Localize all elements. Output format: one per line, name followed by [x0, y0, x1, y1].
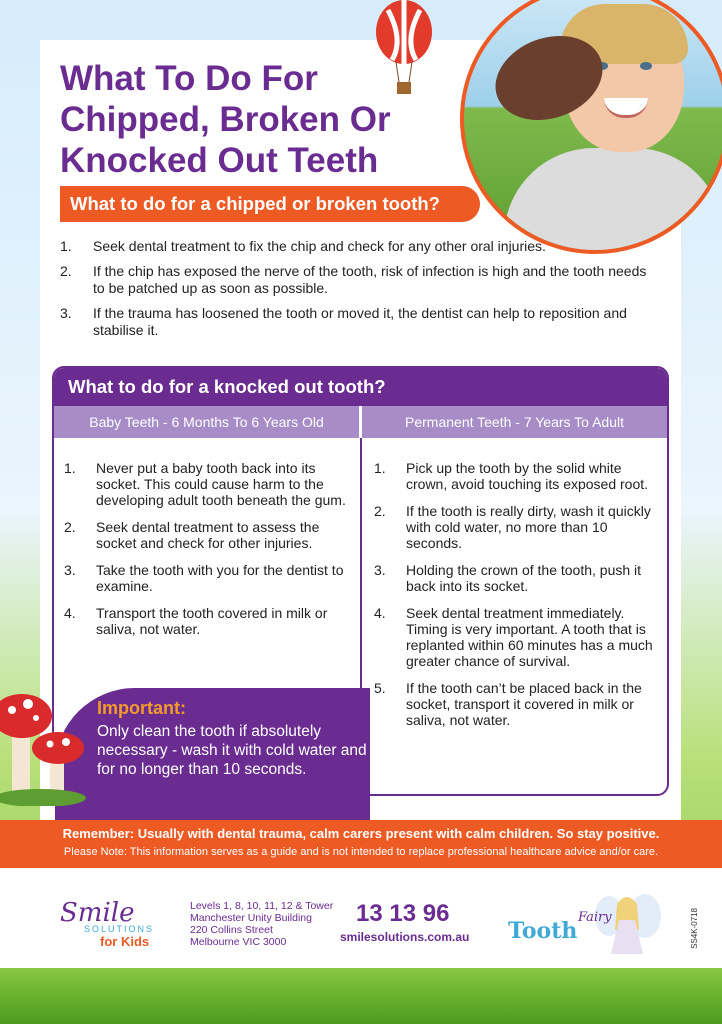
list-number: 4.	[374, 605, 386, 621]
column-headers	[54, 406, 667, 438]
list-text: Never put a baby tooth back into its socket. This could cause harm to the developing adult tooth beneath the gum.	[96, 460, 346, 508]
list-item	[60, 238, 660, 255]
list-number: 1.	[60, 238, 72, 254]
permanent-teeth-list	[374, 460, 659, 739]
tooth-fairy-fairy-text: Fairy	[578, 910, 612, 925]
list-number: 3.	[374, 562, 386, 578]
list-number: 1.	[374, 460, 386, 476]
address-line: 220 Collins Street	[190, 924, 273, 936]
chipped-tooth-list	[60, 238, 660, 347]
page-title: What To Do For Chipped, Broken Or Knocked Out Teeth	[60, 59, 391, 180]
list-item	[374, 605, 659, 669]
list-number: 2.	[60, 263, 72, 279]
remember-text: Remember: Usually with dental trauma, calm carers present with calm children. So stay positive.	[62, 826, 660, 841]
disclaimer-note: Please Note: This information serves as a guide and is not intended to replace professional healthcare advice and/or care.	[63, 846, 659, 858]
list-item	[374, 680, 659, 728]
baby-teeth-list	[64, 460, 349, 648]
list-number: 4.	[64, 605, 76, 621]
list-item	[64, 562, 349, 594]
important-text: Only clean the tooth if absolutely necessary - wash it with cold water and for no longer than 10 seconds.	[97, 723, 367, 778]
list-text: Seek dental treatment to fix the chip and check for any other oral injuries.	[93, 238, 546, 254]
footer	[0, 868, 722, 968]
list-text: If the trauma has loosened the tooth or moved it, the dentist can help to reposition and stabilise it.	[93, 305, 627, 338]
address-line: Melbourne VIC 3000	[190, 936, 287, 948]
permanent-teeth-heading: Permanent Teeth - 7 Years To Adult	[359, 406, 667, 438]
logo-solutions-text: SOLUTIONS	[84, 924, 155, 934]
list-text: Holding the crown of the tooth, push it back into its socket.	[406, 562, 642, 594]
smile-solutions-logo: Smile	[60, 898, 135, 928]
photo-eye-right	[640, 62, 652, 70]
baby-teeth-heading: Baby Teeth - 6 Months To 6 Years Old	[54, 406, 359, 438]
list-number: 2.	[64, 519, 76, 535]
list-number: 3.	[60, 305, 72, 321]
website-link[interactable]: smilesolutions.com.au	[340, 930, 470, 944]
list-item	[60, 305, 660, 339]
list-item	[374, 503, 659, 551]
list-number: 1.	[64, 460, 76, 476]
list-item	[374, 562, 659, 594]
list-item	[374, 460, 659, 492]
phone-number: 13 13 96	[356, 900, 450, 927]
list-number: 5.	[374, 680, 386, 696]
list-item	[64, 460, 349, 508]
address-line: Levels 1, 8, 10, 11, 12 & Tower	[190, 900, 334, 912]
chipped-tooth-heading: What to do for a chipped or broken tooth?	[60, 186, 480, 222]
list-item	[64, 519, 349, 551]
document-code: SS4K-0718	[690, 908, 699, 949]
list-item	[64, 605, 349, 637]
list-text: If the tooth can’t be placed back in the socket, transport it covered in milk or saliva, not water.	[406, 680, 642, 728]
address-block	[190, 900, 333, 948]
important-title: Important:	[97, 698, 186, 718]
tooth-fairy-tooth-text: Tooth	[508, 918, 578, 944]
list-text: Seek dental treatment to assess the socket and check for other injuries.	[96, 519, 320, 551]
logo-kids-text: for Kids	[100, 934, 150, 949]
list-number: 2.	[374, 503, 386, 519]
list-text: If the chip has exposed the nerve of the tooth, risk of infection is high and the tooth needs to be patched up as soon as possible.	[93, 263, 647, 296]
list-item	[60, 263, 660, 297]
list-text: Pick up the tooth by the solid white crown, avoid touching its exposed root.	[406, 460, 649, 492]
list-number: 3.	[64, 562, 76, 578]
list-text: Seek dental treatment immediately. Timing is very important. A tooth that is replanted within 60 minutes has a much greater chance of survival.	[406, 605, 653, 669]
knocked-out-tooth-heading: What to do for a knocked out tooth?	[54, 368, 667, 406]
list-text: Take the tooth with you for the dentist to examine.	[96, 562, 344, 594]
list-text: Transport the tooth covered in milk or saliva, not water.	[96, 605, 328, 637]
important-callout	[55, 688, 370, 820]
mushroom-illustration	[0, 676, 100, 806]
list-text: If the tooth is really dirty, wash it quickly with cold water, no more than 10 seconds.	[406, 503, 651, 551]
address-line: Manchester Unity Building	[190, 912, 312, 924]
